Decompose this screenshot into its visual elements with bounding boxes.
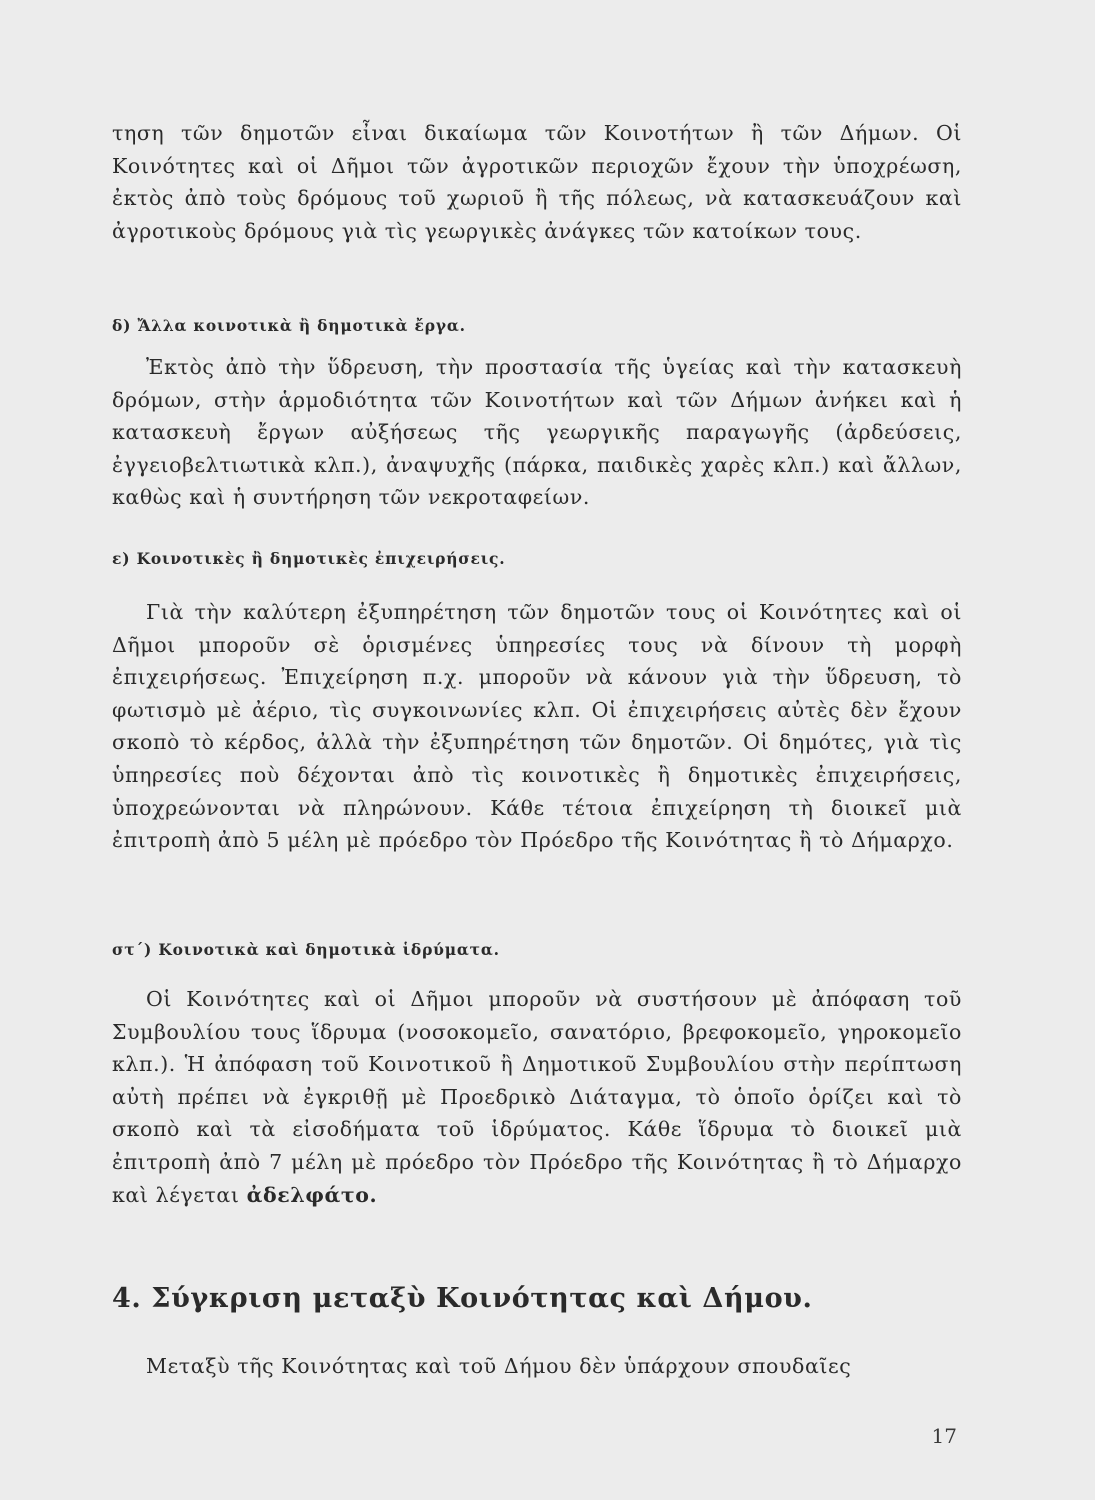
subheading-title: Ἄλλα κοινοτικὰ ἢ δημοτικὰ ἔργα. bbox=[137, 316, 466, 335]
paragraph-continued: τηση τῶν δημοτῶν εἶναι δικαίωμα τῶν Κοινοτήτων ἢ τῶν Δήμων. Οἱ Κοινότητες καὶ οἱ Δῆμοι τῶν ἀγροτικῶν περιοχῶν ἔχουν τὴν ὑποχρέωση, ἐκτὸς ἀπὸ τοὺς δρόμους τοῦ χωριοῦ ἢ τῆς πόλεως, νὰ κατασκευάζουν καὶ ἀγροτικοὺς δρόμους γιὰ τὶς γεωργικὲς ἀνάγκες τῶν κατοίκων τους. bbox=[112, 121, 962, 243]
subheading-prefix: δ) bbox=[112, 316, 132, 335]
page-number: 17 bbox=[931, 1424, 957, 1448]
subheading-other-works bbox=[112, 316, 466, 335]
body-text-block-2 bbox=[112, 351, 962, 514]
body-text-block-1 bbox=[112, 117, 962, 247]
paragraph-comparison: Μεταξὺ τῆς Κοινότητας καὶ τοῦ Δήμου δὲν ὑπάρχουν σπουδαῖες bbox=[146, 1354, 852, 1378]
subheading-title: Κοινοτικὰ καὶ δημοτικὰ ἱδρύματα. bbox=[158, 940, 500, 959]
subheading-prefix: ε) bbox=[112, 549, 131, 568]
paragraph-enterprises: Γιὰ τὴν καλύτερη ἐξυπηρέτηση τῶν δημοτῶν τους οἱ Κοινότητες καὶ οἱ Δῆμοι μποροῦν σὲ ὁρισμένες ὑπηρεσίες τους νὰ δίνουν τὴ μορφὴ ἐπιχειρήσεως. Ἐπιχείρηση π.χ. μποροῦν νὰ κάνουν γιὰ τὴν ὕδρευση, τὸ φωτισμὸ μὲ ἀέριο, τὶς συγκοινωνίες κλπ. Οἱ ἐπιχειρήσεις αὐτὲς δὲν ἔχουν σκοπὸ τὸ κέρδος, ἀλλὰ τὴν ἐξυπηρέτηση τῶν δημοτῶν. Οἱ δημότες, γιὰ τὶς ὑπηρεσίες ποὺ δέχονται ἀπὸ τὶς κοινοτικὲς ἢ δημοτικὲς ἐπιχειρήσεις, ὑποχρεώνονται νὰ πληρώνουν. Κάθε τέτοια ἐπιχείρηση τὴ διοικεῖ μιὰ ἐπιτροπὴ ἀπὸ 5 μέλη μὲ πρόεδρο τὸν Πρόεδρο τῆς Κοινότητας ἢ τὸ Δήμαρχο. bbox=[112, 600, 962, 853]
bold-term: ἀδελφάτο. bbox=[246, 1182, 378, 1207]
subheading-enterprises bbox=[112, 549, 505, 568]
subheading-title: Κοινοτικὲς ἢ δημοτικὲς ἐπιχειρήσεις. bbox=[136, 549, 506, 568]
section-title-text: Σύγκριση μεταξὺ Κοινότητας καὶ Δήμου. bbox=[151, 1283, 813, 1314]
section-heading bbox=[112, 1283, 813, 1314]
paragraph-foundations-text: Οἱ Κοινότητες καὶ οἱ Δῆμοι μποροῦν νὰ συστήσουν μὲ ἀπόφαση τοῦ Συμβουλίου τους ἵδρυμα (νοσοκομεῖο, σανατόριο, βρεφοκομεῖο, γηροκομεῖο κλπ.). Ἡ ἀπόφαση τοῦ Κοινοτικοῦ ἢ Δημοτικοῦ Συμβουλίου στὴν περίπτωση αὐτὴ πρέπει νὰ ἐγκριθῇ μὲ Προεδρικὸ Διάταγμα, τὸ ὁποῖο ὁρίζει καὶ τὸ σκοπὸ καὶ τὰ εἰσοδήματα τοῦ ἱδρύματος. Κάθε ἵδρυμα τὸ διοικεῖ μιὰ ἐπιτροπὴ ἀπὸ 7 μέλη μὲ πρόεδρο τὸν Πρόεδρο τῆς Κοινότητας ἢ τὸ Δήμαρχο καὶ λέγεται bbox=[112, 987, 962, 1207]
subheading-prefix: στ΄) bbox=[112, 940, 153, 959]
paragraph-other-works: Ἐκτὸς ἀπὸ τὴν ὕδρευση, τὴν προστασία τῆς ὑγείας καὶ τὴν κατασκευὴ δρόμων, στὴν ἁρμοδιότητα τῶν Κοινοτήτων καὶ τῶν Δήμων ἀνήκει καὶ ἡ κατασκευὴ ἔργων αὐξήσεως τῆς γεωργικῆς παραγωγῆς (ἀρδεύσεις, ἐγγειοβελτιωτικὰ κλπ.), ἀναψυχῆς (πάρκα, παιδικὲς χαρὲς κλπ.) καὶ ἄλλων, καθὼς καὶ ἡ συντήρηση τῶν νεκροταφείων. bbox=[112, 355, 962, 510]
subheading-foundations bbox=[112, 940, 500, 959]
body-text-block-5 bbox=[112, 1350, 962, 1383]
body-text-block-3 bbox=[112, 596, 962, 857]
paragraph-foundations bbox=[112, 983, 962, 1211]
section-number: 4. bbox=[112, 1283, 142, 1314]
body-text-block-4 bbox=[112, 983, 962, 1211]
